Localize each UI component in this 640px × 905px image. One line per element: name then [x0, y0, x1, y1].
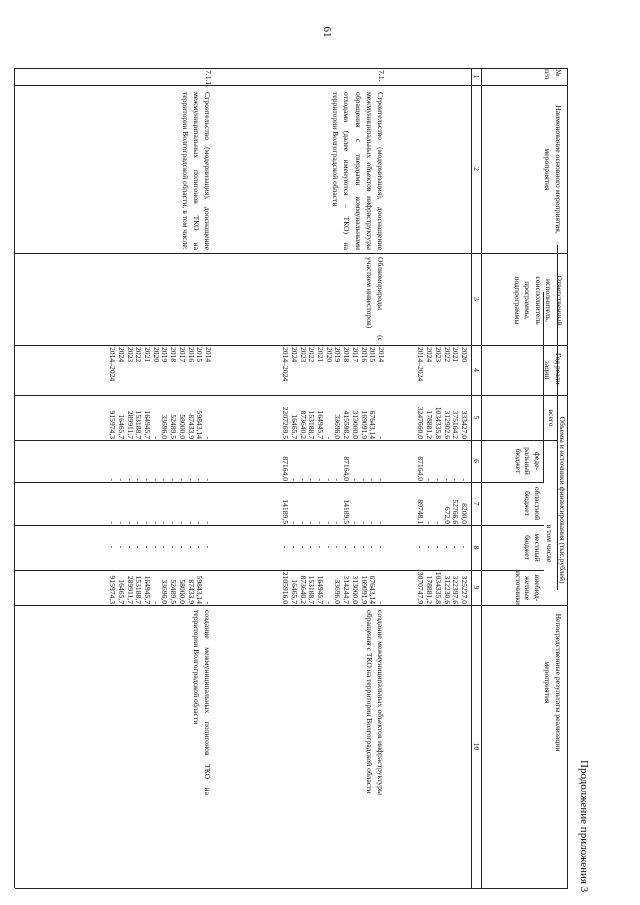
cell-regional: 8200,0	[460, 503, 469, 524]
cell-federal: -	[195, 478, 205, 481]
header-results: Непосредственные результаты реализации мероприятия	[542, 613, 563, 752]
cell-extra: 325227,0	[460, 575, 469, 604]
section-no: 7.1.	[377, 70, 386, 82]
cell-year: 2014	[204, 347, 213, 363]
cell-extra: 58000,0	[177, 579, 187, 604]
section-no: 7.1.1.	[204, 70, 213, 88]
cell-local: -	[324, 545, 334, 549]
header-responsible: Ответственный исполнитель, соисполнитель программы, подпрограммы	[513, 275, 564, 326]
cell-extra: 915974,3	[108, 575, 118, 604]
cell-year: 2014–2024	[108, 347, 118, 382]
header-volumes: Объемы и источники финансирования (тыс.рублей)	[558, 416, 567, 584]
cell-total: 312902,6	[442, 410, 452, 439]
cell-extra: 87433,9	[186, 579, 196, 604]
cell-regional: -	[377, 521, 386, 524]
cell-total: -	[377, 436, 386, 439]
cell-federal: -	[433, 478, 443, 481]
cell-regional: -	[169, 521, 179, 524]
section-responsible: Облкомприроды (с участием инвесторов)	[364, 257, 385, 341]
cell-year: 2015	[368, 347, 378, 363]
cell-regional: 52766,6	[451, 499, 461, 524]
cell-local: -	[290, 545, 299, 549]
cell-year: 2023	[125, 347, 135, 363]
col-line-1	[15, 85, 568, 86]
cell-total: -	[324, 436, 334, 439]
cell-total: 313000,0	[350, 410, 360, 439]
header-no: № п/п	[542, 69, 563, 80]
colnum-4: 4	[472, 368, 481, 372]
cell-federal: -	[368, 478, 378, 481]
cell-total: 289911,7	[125, 410, 135, 439]
header-federal: феде-ральный бюджет	[514, 447, 542, 475]
cell-year: 2017	[177, 347, 187, 363]
cell-year: 2024	[117, 347, 126, 363]
cell-federal: -	[298, 478, 308, 481]
cell-extra: 3070747,9	[416, 571, 426, 604]
cell-local: -	[359, 545, 369, 549]
colnum-10: 10	[472, 742, 481, 751]
cell-extra: 153188,7	[134, 575, 144, 604]
cell-local: -	[442, 545, 452, 549]
cell-federal: -	[290, 478, 299, 481]
colnum-7: 7	[472, 501, 481, 506]
cell-local: -	[117, 545, 126, 549]
cell-year: 2016	[186, 347, 196, 363]
cell-year: 2021	[451, 347, 461, 363]
cell-federal: -	[359, 478, 369, 481]
header-bottom-line	[481, 68, 482, 888]
cell-total: 58000,0	[177, 414, 187, 439]
cell-federal: -	[324, 478, 334, 481]
continuation-title: Продолжение приложения 3	[578, 760, 590, 893]
cell-regional: -	[333, 521, 343, 524]
cell-total: 873640,2	[298, 410, 308, 439]
cell-total: 52489,5	[169, 414, 179, 439]
cell-extra: -	[377, 601, 386, 604]
colnum-5: 5	[472, 415, 481, 420]
section-name: Строительство (модернизация), дооснащение межмуниципальных объектов инфраструктуры обращения с твердыми коммунальными отходами (далее именуются – ТКО) на территории Волгоградской области	[331, 92, 385, 250]
cell-total: -	[151, 436, 161, 439]
cell-federal: -	[151, 478, 161, 481]
cell-federal: -	[108, 478, 118, 481]
cell-federal: -	[350, 478, 360, 481]
table-top-border	[567, 68, 568, 888]
cell-local: -	[333, 545, 343, 549]
cell-extra: 16465,7	[117, 579, 126, 604]
cell-year: 2019	[160, 347, 170, 363]
cell-extra: 2105916,0	[281, 571, 291, 604]
cell-local: -	[134, 545, 144, 549]
cell-year: 2014	[377, 347, 386, 363]
cell-federal: 87164,0	[416, 456, 426, 481]
colnum-2: 2	[472, 167, 481, 171]
cell-federal: -	[425, 478, 435, 481]
header-regional: областной бюджет	[523, 486, 542, 521]
cell-total: 178881,2	[425, 410, 435, 439]
cell-regional: -	[125, 521, 135, 524]
cell-regional: -	[350, 521, 360, 524]
cell-local: -	[177, 545, 187, 549]
cell-extra: 52489,5	[169, 579, 179, 604]
cell-year: 2022	[442, 347, 452, 363]
cell-extra: 16465,7	[290, 579, 299, 604]
cell-local: -	[169, 545, 179, 549]
cell-federal: -	[134, 478, 144, 481]
cell-year: 2020	[324, 347, 334, 363]
cell-year: 2014–2024	[416, 347, 426, 382]
cell-local: -	[125, 545, 135, 549]
cell-federal: -	[125, 478, 135, 481]
cell-local: -	[350, 545, 360, 549]
cell-total: 33696,0	[333, 414, 343, 439]
header-local: местный бюджет	[523, 533, 542, 562]
cell-extra: 289911,7	[125, 575, 135, 604]
cell-total: 33696,0	[160, 414, 170, 439]
section-result: создание межмуниципальных полигонов ТКО на территории Волгоградской области	[191, 610, 212, 795]
section-name: Строительство (модернизация), дооснащение межмуниципальных полигонов ТКО на территории Волгоградской области, в том числе:	[180, 92, 212, 250]
cell-local: -	[108, 545, 118, 549]
cell-extra: 67643,14	[368, 575, 378, 604]
header-year: Год реали-зации	[542, 352, 563, 388]
cell-year: 2017	[350, 347, 360, 363]
cell-local: -	[368, 545, 378, 549]
cell-regional: -	[290, 521, 299, 524]
cell-regional: -	[368, 521, 378, 524]
cell-local: -	[307, 545, 317, 549]
cell-local: -	[143, 545, 153, 549]
cell-regional: -	[298, 521, 308, 524]
cell-local: -	[425, 545, 435, 549]
col-line-0	[15, 68, 568, 69]
cell-federal: -	[307, 478, 317, 481]
section-result: создание межмуниципальных объектов инфраструктуры обращения с ТКО на территории Волгоградской области	[364, 610, 385, 795]
cell-extra: 169091,9	[359, 575, 369, 604]
cell-federal: 87164,0	[342, 456, 352, 481]
cell-total: -	[204, 436, 213, 439]
cell-local: -	[416, 545, 426, 549]
cell-regional: -	[433, 521, 443, 524]
cell-federal: -	[333, 478, 343, 481]
cell-local: -	[204, 545, 213, 549]
cell-total: 153188,7	[307, 410, 317, 439]
cell-year: 2020	[460, 347, 469, 363]
cell-extra: 313000,0	[350, 575, 360, 604]
cell-extra: -	[324, 601, 334, 604]
cell-extra: 314244,7	[342, 575, 352, 604]
cell-local: -	[160, 545, 170, 549]
cell-year: 2024	[425, 347, 435, 363]
cell-regional: -	[204, 521, 213, 524]
cell-local: -	[298, 545, 308, 549]
cell-regional: -	[160, 521, 170, 524]
cell-total: 2207269,5	[281, 406, 291, 439]
cell-year: 2021	[316, 347, 326, 363]
cell-federal: -	[377, 478, 386, 481]
colnum-3: 3	[472, 297, 481, 301]
cell-federal: -	[316, 478, 326, 481]
cell-federal: 87164,0	[281, 456, 291, 481]
cell-extra: 178881,2	[425, 575, 435, 604]
cell-regional: -	[359, 521, 369, 524]
cell-federal: -	[117, 478, 126, 481]
cell-total: 164945,7	[143, 410, 153, 439]
cell-extra: 33696,0	[333, 579, 343, 604]
colnum-8: 8	[472, 545, 481, 550]
cell-year: 2018	[342, 347, 352, 363]
cell-total: 59843,14	[195, 410, 205, 439]
cell-federal: -	[442, 478, 452, 481]
cell-local: -	[342, 545, 352, 549]
cell-year: 2018	[169, 347, 179, 363]
colnum-9: 9	[472, 585, 481, 590]
cell-regional: -	[151, 521, 161, 524]
cell-regional: 14189,5	[281, 499, 291, 524]
cell-federal: -	[451, 478, 461, 481]
cell-total: 153188,7	[134, 410, 144, 439]
cell-local: -	[316, 545, 326, 549]
cell-extra: 153188,7	[307, 575, 317, 604]
cell-total: 1034335,8	[433, 406, 443, 439]
cell-year: 2019	[333, 347, 343, 363]
cell-year: 2021	[143, 347, 153, 363]
cell-extra: -	[151, 601, 161, 604]
cell-year: 2014–2024	[281, 347, 291, 382]
cell-federal: -	[186, 478, 196, 481]
cell-federal: -	[177, 478, 187, 481]
colnum-1: 1	[472, 74, 481, 79]
cell-regional: -	[143, 521, 153, 524]
colnum-6: 6	[472, 459, 481, 463]
cell-federal: -	[143, 478, 153, 481]
cell-local: -	[281, 545, 291, 549]
header-name: Наименование основного мероприятия, мероприятия	[542, 105, 563, 234]
cell-regional: -	[195, 521, 205, 524]
cell-regional: -	[425, 521, 435, 524]
cell-extra: 1034335,8	[433, 571, 443, 604]
cell-extra: 59843,14	[195, 575, 205, 604]
cell-year: 2016	[359, 347, 369, 363]
cell-federal: -	[204, 478, 213, 481]
header-extrabudget: внебюд-жетные источники	[514, 571, 542, 605]
cell-local: -	[195, 545, 205, 549]
header-total: всего	[547, 409, 556, 427]
cell-total: 67643,14	[368, 410, 378, 439]
cell-local: -	[186, 545, 196, 549]
cell-regional: -	[108, 521, 118, 524]
cell-regional: -	[186, 521, 196, 524]
header-incl: в том числе	[545, 524, 554, 563]
cell-year: 2023	[298, 347, 308, 363]
cell-total: 333427,0	[460, 410, 469, 439]
cell-local: -	[151, 545, 161, 549]
cell-total: 87433,9	[186, 414, 196, 439]
cell-year: 2022	[307, 347, 317, 363]
page-number-text: 61	[321, 26, 333, 38]
col-line-3	[15, 345, 568, 346]
cell-federal: -	[160, 478, 170, 481]
cell-regional: 672,0	[442, 506, 452, 524]
cell-total: 375164,2	[451, 410, 461, 439]
cell-extra: -	[204, 601, 213, 604]
cell-total: 169091,9	[359, 410, 369, 439]
col-line-9	[15, 605, 568, 606]
table-bottom-border	[14, 68, 15, 888]
cell-year: 2015	[195, 347, 205, 363]
cell-local: -	[377, 545, 386, 549]
cell-federal: -	[460, 478, 469, 481]
cell-regional: -	[117, 521, 126, 524]
cell-year: 2020	[151, 347, 161, 363]
cell-regional: -	[307, 521, 317, 524]
cell-extra: 322397,6	[451, 575, 461, 604]
cell-total: 915974,3	[108, 410, 118, 439]
cell-regional: -	[177, 521, 187, 524]
cell-extra: 873640,2	[298, 575, 308, 604]
cell-local: -	[451, 545, 461, 549]
cell-federal: -	[169, 478, 179, 481]
col-line-10	[15, 888, 568, 889]
cell-year: 2024	[290, 347, 299, 363]
cell-year: 2022	[134, 347, 144, 363]
col-line-2	[15, 253, 568, 254]
cell-total: 16465,7	[117, 414, 126, 439]
cell-regional: 14189,5	[342, 499, 352, 524]
cell-regional: -	[134, 521, 144, 524]
cell-extra: 164945,7	[143, 575, 153, 604]
cell-total: 415598,2	[342, 410, 352, 439]
cell-year: 2023	[433, 347, 443, 363]
cell-extra: 164945,7	[316, 575, 326, 604]
cell-total: 164945,7	[316, 410, 326, 439]
cell-total: 3247660,0	[416, 406, 426, 439]
cell-regional: -	[324, 521, 334, 524]
cell-total: 16465,7	[290, 414, 299, 439]
cell-local: -	[460, 545, 469, 549]
cell-regional: 89748,1	[416, 499, 426, 524]
cell-regional: -	[316, 521, 326, 524]
cell-local: -	[433, 545, 443, 549]
cell-extra: 312230,6	[442, 575, 452, 604]
cell-extra: 33696,0	[160, 579, 170, 604]
